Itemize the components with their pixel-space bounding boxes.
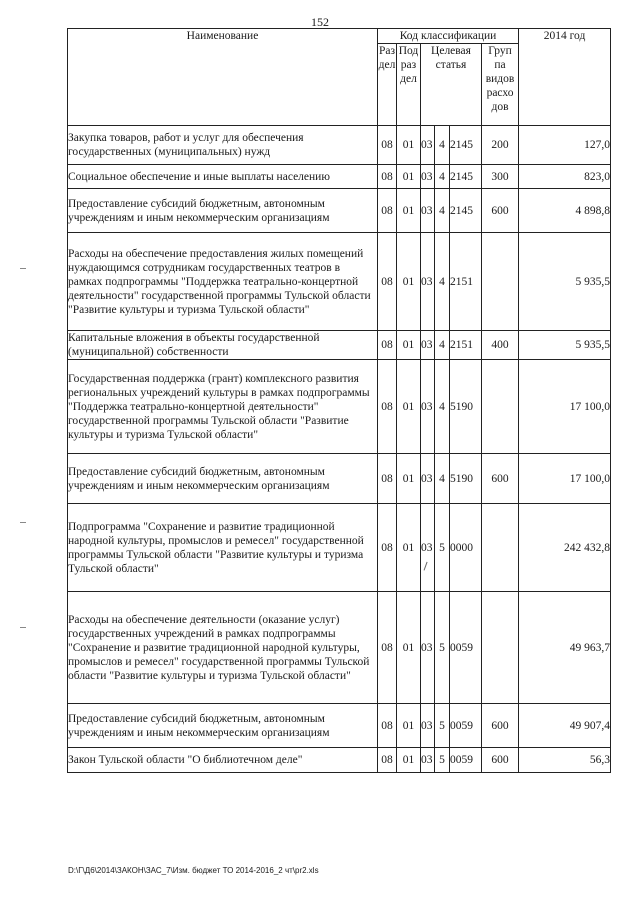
row-subsection: 01 [397, 592, 421, 704]
row-target-program: 03 [421, 126, 435, 165]
footer-file-path: D:\Г\Д6\2014\ЗАКОН\ЗАС_7\Изм. бюджет ТО 2014-2016_2 чт\pr2.xls [68, 866, 319, 875]
row-amount: 242 432,8 [519, 504, 611, 592]
row-name: Капитальные вложения в объекты государственной (муниципальной) собственности [68, 331, 378, 360]
row-amount: 5 935,5 [519, 233, 611, 331]
row-section: 08 [378, 360, 397, 454]
header-expense-group: Груп па видов расхо дов [482, 44, 519, 126]
row-target-program: 03 [421, 360, 435, 454]
row-subsection: 01 [397, 233, 421, 331]
row-expense-type [482, 233, 519, 331]
row-expense-type [482, 504, 519, 592]
row-target-subprogram: 4 [435, 189, 450, 233]
table-row [68, 504, 611, 592]
row-target-subprogram: 4 [435, 331, 450, 360]
row-name: Предоставление субсидий бюджетным, автономным учреждениям и иным некоммерческим организациям [68, 454, 378, 504]
header-name: Наименование [68, 29, 378, 126]
row-target-subprogram: 4 [435, 454, 450, 504]
row-name: Социальное обеспечение и иные выплаты населению [68, 165, 378, 189]
row-target-direction: 2145 [450, 126, 482, 165]
row-name: Предоставление субсидий бюджетным, автономным учреждениям и иным некоммерческим организациям [68, 189, 378, 233]
row-subsection: 01 [397, 165, 421, 189]
margin-mark [20, 522, 26, 523]
row-name: Расходы на обеспечение деятельности (оказание услуг) государственных учреждений в рамках подпрограммы "Сохранение и развитие традиционной народной культуры, промыслов и ремесел" государственной программы Тульской области "Развитие культуры и туризма Тульской области" [68, 592, 378, 704]
row-amount: 17 100,0 [519, 360, 611, 454]
table-row [68, 360, 611, 454]
row-subsection: 01 [397, 189, 421, 233]
header-section: Раз дел [378, 44, 397, 126]
row-section: 08 [378, 592, 397, 704]
table-row [68, 331, 611, 360]
row-target-program: 03 [421, 189, 435, 233]
row-amount: 5 935,5 [519, 331, 611, 360]
row-target-direction: 5190 [450, 360, 482, 454]
row-section: 08 [378, 126, 397, 165]
table-row [68, 454, 611, 504]
row-target-direction: 5190 [450, 454, 482, 504]
margin-mark [20, 268, 26, 269]
row-subsection: 01 [397, 748, 421, 773]
row-amount: 823,0 [519, 165, 611, 189]
row-target-program: 03 [421, 454, 435, 504]
row-target-subprogram: 5 [435, 504, 450, 592]
row-subsection: 01 [397, 454, 421, 504]
table-row [68, 165, 611, 189]
row-name: Расходы на обеспечение предоставления жилых помещений нуждающимся сотрудникам государственных театров в рамках подпрограммы "Поддержка театрально-концертной деятельности" государственной программы Тульской области "Развитие культуры и туризма Тульской области" [68, 233, 378, 331]
row-section: 08 [378, 331, 397, 360]
row-amount: 56,3 [519, 748, 611, 773]
row-subsection: 01 [397, 126, 421, 165]
header-code-group: Код классификации [378, 29, 519, 44]
row-section: 08 [378, 704, 397, 748]
row-target-direction: 2151 [450, 233, 482, 331]
row-section: 08 [378, 189, 397, 233]
row-name: Государственная поддержка (грант) комплексного развития региональных учреждений культуры в рамках подпрограммы "Поддержка театрально-концертной деятельности" государственной программы Тульской области "Развитие культуры и туризма Тульской области" [68, 360, 378, 454]
row-target-subprogram: 4 [435, 165, 450, 189]
row-amount: 49 907,4 [519, 704, 611, 748]
row-expense-type [482, 360, 519, 454]
row-target-direction: 2151 [450, 331, 482, 360]
row-name: Предоставление субсидий бюджетным, автономным учреждениям и иным некоммерческим организациям [68, 704, 378, 748]
row-expense-type: 200 [482, 126, 519, 165]
row-expense-type: 600 [482, 748, 519, 773]
row-expense-type: 600 [482, 454, 519, 504]
table-row [68, 233, 611, 331]
row-subsection: 01 [397, 704, 421, 748]
header-year: 2014 год [519, 29, 611, 126]
row-amount: 127,0 [519, 126, 611, 165]
header-subsection: Под раз дел [397, 44, 421, 126]
row-target-direction: 2145 [450, 189, 482, 233]
table-row [68, 189, 611, 233]
row-target-subprogram: 4 [435, 360, 450, 454]
table-row [68, 704, 611, 748]
row-section: 08 [378, 233, 397, 331]
row-name: Подпрограмма "Сохранение и развитие традиционной народной культуры, промыслов и ремесел" государственной программы Тульской области "Развитие культуры и туризма Тульской области" [68, 504, 378, 592]
row-expense-type: 400 [482, 331, 519, 360]
row-target-program: 03 [421, 504, 435, 592]
header-target: Целевая статья [421, 44, 482, 126]
row-amount: 49 963,7 [519, 592, 611, 704]
row-expense-type: 600 [482, 189, 519, 233]
table-body [68, 126, 611, 773]
row-amount: 17 100,0 [519, 454, 611, 504]
row-name: Закупка товаров, работ и услуг для обеспечения государственных (муниципальных) нужд [68, 126, 378, 165]
row-name: Закон Тульской области "О библиотечном деле" [68, 748, 378, 773]
table-row [68, 126, 611, 165]
row-amount: 4 898,8 [519, 189, 611, 233]
row-target-program: 03 [421, 748, 435, 773]
row-subsection: 01 [397, 360, 421, 454]
margin-mark [20, 627, 26, 628]
row-target-direction: 0059 [450, 748, 482, 773]
row-target-subprogram: 5 [435, 592, 450, 704]
row-subsection: 01 [397, 331, 421, 360]
row-target-program: 03 [421, 165, 435, 189]
table-row [68, 592, 611, 704]
row-target-program: 03 [421, 331, 435, 360]
row-expense-type [482, 592, 519, 704]
row-target-direction: 2145 [450, 165, 482, 189]
row-section: 08 [378, 748, 397, 773]
row-section: 08 [378, 504, 397, 592]
row-target-subprogram: 4 [435, 126, 450, 165]
row-target-direction: 0000 [450, 504, 482, 592]
row-target-program: 03 [421, 704, 435, 748]
row-subsection: 01 [397, 504, 421, 592]
row-target-direction: 0059 [450, 592, 482, 704]
budget-table [67, 28, 611, 773]
page-number: 152 [311, 15, 329, 29]
row-section: 08 [378, 165, 397, 189]
row-section: 08 [378, 454, 397, 504]
table-row [68, 748, 611, 773]
row-target-subprogram: 4 [435, 233, 450, 331]
row-expense-type: 300 [482, 165, 519, 189]
row-target-program: 03 [421, 592, 435, 704]
row-target-direction: 0059 [450, 704, 482, 748]
row-target-subprogram: 5 [435, 704, 450, 748]
row-expense-type: 600 [482, 704, 519, 748]
row-target-subprogram: 5 [435, 748, 450, 773]
row-target-program: 03 [421, 233, 435, 331]
